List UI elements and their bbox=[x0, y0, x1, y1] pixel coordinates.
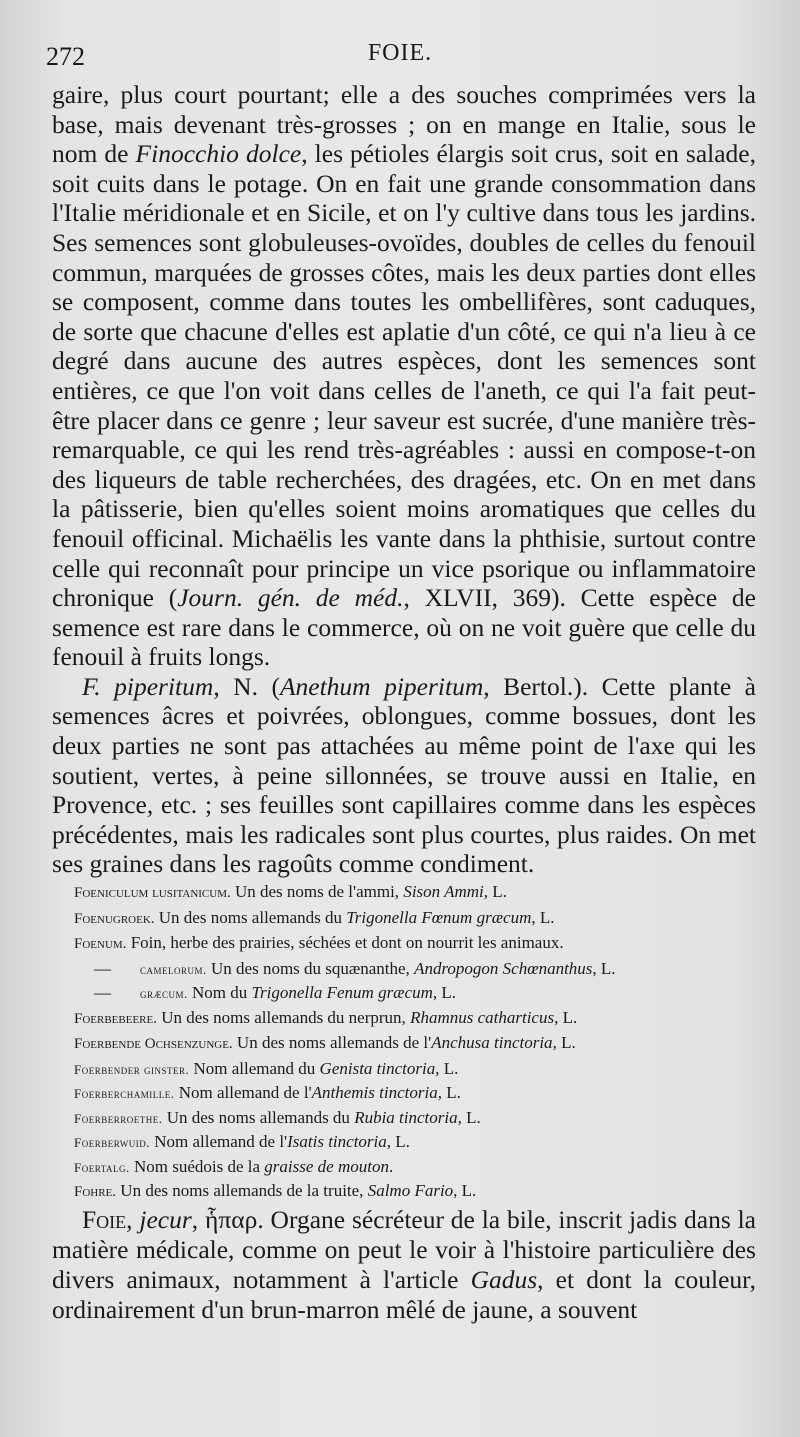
paragraph-foie: Foie, jecur, ἧπαρ. Organe sécréteur de la bile, inscrit jadis dans la matière médicale, comme on peut le voir à l'histoire particulière des divers animaux, notamment à l'article Gadus, et dont la couleur, ordinairement d'un brun-marron mêlé de jaune, a souvent bbox=[52, 1205, 756, 1324]
entry-row: Foerberchamille. Nom allemand de l'Anthemis tinctoria, L. bbox=[74, 1083, 461, 1102]
entry-row: Foertalg. Nom suédois de la graisse de mouton. bbox=[74, 1156, 394, 1176]
main-text bbox=[52, 80, 756, 879]
entry-row: Foenum. Foin, herbe des prairies, séchées et dont on nourrit les animaux. bbox=[74, 933, 564, 952]
entry-row: Foenugroek. Un des noms allemands du Trigonella Fœnum græcum, L. bbox=[74, 907, 555, 927]
synonym-name: Anethum piperitum bbox=[279, 671, 484, 701]
foie-headword: Foie bbox=[82, 1205, 127, 1234]
entry-row: — camelorum. Un des noms du squænanthe, Andropogon Schœnanthus, L. bbox=[94, 958, 616, 978]
journal-citation: Journ. gén. de méd. bbox=[177, 583, 404, 613]
paragraph-continuation: gaire, plus court pourtant; elle a des souches comprimées vers la base, mais devenant très-grosses ; on en mange en Italie, sous le nom de Finocchio dolce, les pétioles élargis soit crus, soit en salade, soit cuits dans le potage. On en fait une grande consommation dans l'Italie méridionale et en Sicile, et on l'y cultive dans tous les jardins. Ses semences sont globuleuses-ovoïdes, doubles de celles du fenouil commun, marquées de grosses côtes, mais les deux parties dont elles se composent, comme dans toutes les ombellifères, sont caduques, de sorte que chacune d'elles est aplatie d'un côté, ce qui n'a lieu à ce degré dans aucune des autres espèces, dont les semences sont entières, ce que l'on voit dans celles de l'aneth, ce qui l'a fait peut-être placer dans ce genre ; leur saveur est sucrée, d'une manière très-remarquable, ce qui les rend très-agréables : aussi en compose-t-on des liqueurs de table recherchées, des dragées, etc. On en met dans la pâtisserie, bien qu'elles soient moins aromatiques que celles du fenouil officinal. Michaëlis les vante dans la phthisie, surtout contre celle qui reconnaît pour principe un vice psorique ou inflammatoire chronique (Journ. gén. de méd., XLVII, 369). Cette espèce de semence est rare dans le commerce, où on ne voit guère que celle du fenouil à fruits longs. bbox=[52, 80, 756, 672]
entry-row: Foerberwuid. Nom allemand de l'Isatis tinctoria, L. bbox=[74, 1132, 410, 1151]
greek-term: ἧπαρ bbox=[205, 1205, 258, 1234]
glossary-entries bbox=[52, 880, 756, 1205]
entry-row: Foerbende Ochsenzunge. Un des noms allemands de l'Anchusa tinctoria, L. bbox=[74, 1033, 576, 1052]
foie-entry bbox=[52, 1205, 756, 1325]
entry-row: Foerberroethe. Un des noms allemands du Rubia tinctoria, L. bbox=[74, 1107, 481, 1127]
species-name: F. piperitum bbox=[82, 671, 214, 701]
entry-row: Foerbender ginster. Nom allemand du Genista tinctoria, L. bbox=[74, 1058, 459, 1078]
page-number: 272 bbox=[46, 42, 85, 71]
finocchio-term: Finocchio dolce bbox=[135, 139, 302, 169]
entry-row: Foerbebeere. Un des noms allemands du nerprun, Rhamnus catharticus, L. bbox=[74, 1007, 578, 1027]
entry-row: Fohre. Un des noms allemands de la truite, Salmo Fario, L. bbox=[74, 1181, 477, 1200]
running-head: FOIE. bbox=[367, 40, 433, 66]
paragraph-piperitum: F. piperitum, N. (Anethum piperitum, Bertol.). Cette plante à semences âcres et poivrées, oblongues, comme bossues, dont les deux parties ne sont pas attachées au même point de l'axe qui les soutient, vertes, à peine sillonnées, se trouve aussi en Italie, en Provence, etc. ; ses feuilles sont capillaires comme dans les espèces précédentes, mais les radicales sont plus courtes, plus raides. On met ses graines dans les ragoûts comme condiment. bbox=[52, 671, 756, 879]
entry-row: Foeniculum lusitanicum. Un des noms de l'ammi, Sison Ammi, L. bbox=[74, 882, 507, 901]
entry-row: — græcum. Nom du Trigonella Fenum græcum, L. bbox=[94, 983, 456, 1002]
